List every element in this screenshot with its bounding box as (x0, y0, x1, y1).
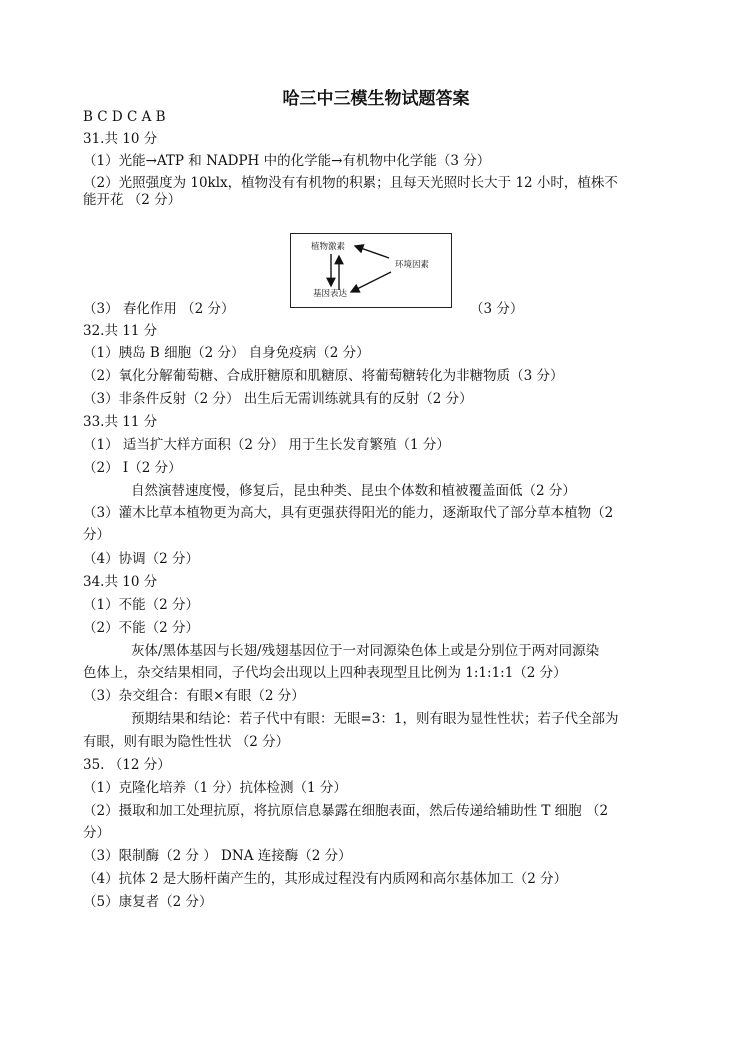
answer-line: （1）克隆化培养（1 分）抗体检测（1 分） (83, 780, 347, 796)
answer-line: （2） Ⅰ（2 分） (83, 460, 182, 476)
regulation-diagram (290, 233, 452, 308)
answer-line: 分） (83, 825, 110, 841)
diagram-score: （3 分） (470, 301, 524, 317)
answer-line: 31.共 10 分 (83, 131, 158, 147)
answer-line: （2）不能（2 分） (83, 620, 199, 636)
answer-line: （1）光能→ATP 和 NADPH 中的化学能→有机物中化学能（3 分） (83, 153, 491, 169)
answer-line: 灰体/黑体基因与长翅/残翅基因位于一对同源染色体上或是分别位于两对同源染 (131, 643, 600, 659)
answer-line: 能开花 （2 分） (83, 192, 182, 208)
answer-line: （2）摄取和加工处理抗原，将抗原信息暴露在细胞表面，然后传递给辅助性 T 细胞 （2 (83, 803, 609, 819)
page-title: 哈三中三模生物试题答案 (282, 89, 470, 109)
answer-line: （4）抗体 2 是大肠杆菌产生的，其形成过程没有内质网和高尔基体加工（2 分） (83, 871, 568, 887)
answer-line: 自然演替速度慢，修复后，昆虫种类、昆虫个体数和植被覆盖面低（2 分） (131, 483, 576, 499)
answer-line: （3） 春化作用 （2 分） (83, 301, 235, 317)
answer-line: 有眼，则有眼为隐性性状 （2 分） (83, 734, 290, 750)
answer-line: （3）灌木比草本植物更为高大，具有更强获得阳光的能力，逐渐取代了部分草本植物（2 (83, 505, 614, 521)
answer-line: 预期结果和结论：若子代中有眼：无眼=3：1，则有眼为显性性状；若子代全部为 (131, 711, 619, 727)
answer-line: （2）光照强度为 10klx，植物没有有机物的积累；且每天光照时长大于 12 小时，植株不 (83, 175, 618, 191)
answer-line: 33.共 11 分 (83, 414, 158, 430)
answer-line: （5）康复者（2 分） (83, 894, 213, 910)
answer-line: （3）非条件反射（2 分） 出生后无需训练就具有的反射（2 分） (83, 391, 473, 407)
answer-line: （3）杂交组合：有眼×有眼（2 分） (83, 688, 305, 704)
answer-line: 32.共 11 分 (83, 323, 158, 339)
answer-line: （3）限制酶（2 分 ） DNA 连接酶（2 分） (83, 848, 352, 864)
answer-line: （4）协调（2 分） (83, 551, 199, 567)
answer-line: 35. （12 分） (83, 757, 171, 773)
diagram-node-gene-expression: 基因表达 (313, 289, 348, 299)
diagram-node-hormone: 植物激素 (311, 242, 346, 252)
diagram-node-environment: 环境因素 (395, 260, 430, 270)
answer-line: （1） 适当扩大样方面积（2 分） 用于生长发育繁殖（1 分） (83, 437, 450, 453)
answer-line: （1）胰岛 B 细胞（2 分） 自身免疫病（2 分） (83, 345, 370, 361)
answer-line: 色体上，杂交结果相同，子代均会出现以上四种表现型且比例为 1:1:1:1（2 分） (83, 665, 567, 681)
answer-line: （2）氧化分解葡萄糖、合成肝糖原和肌糖原、将葡萄糖转化为非糖物质（3 分） (83, 368, 564, 384)
answer-line: （1）不能（2 分） (83, 597, 199, 613)
answer-line: B C D C A B (83, 109, 166, 125)
answer-line: 分） (83, 527, 110, 543)
answer-line: 34.共 10 分 (83, 574, 158, 590)
